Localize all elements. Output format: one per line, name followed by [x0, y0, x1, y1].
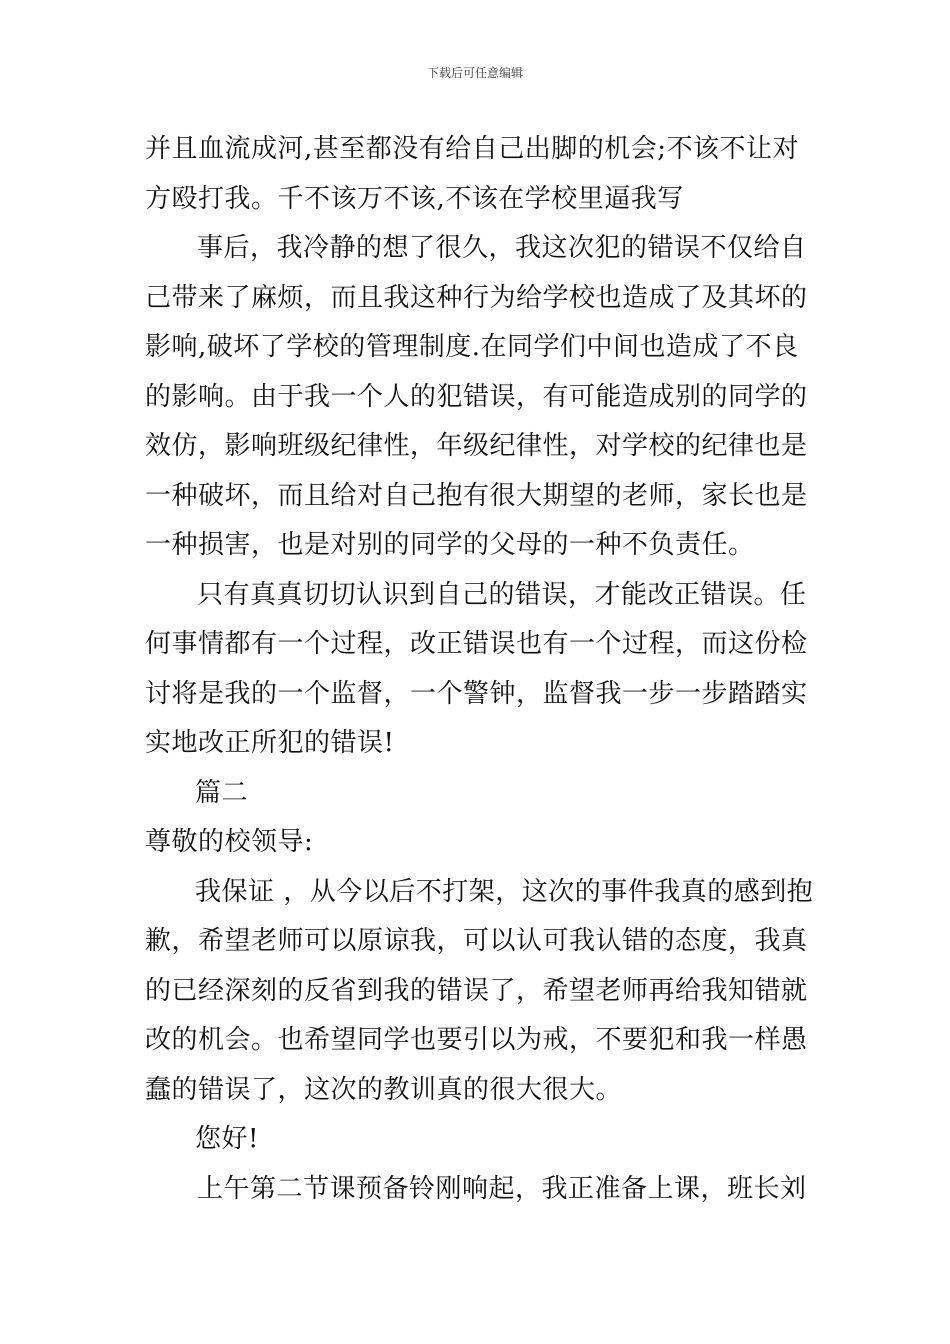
page-header: 下载后可任意编辑	[426, 66, 523, 80]
text-line: 实地改正所犯的错误!	[145, 728, 395, 758]
paragraph-start-line: 我保证 ，从今以后不打架，这次的事件我真的感到抱	[195, 876, 814, 907]
text-line: 方殴打我。千不该万不该,不该在学校里逼我写	[145, 183, 684, 214]
text-line: 何事情都有一个过程，改正错误也有一个过程，而这份检	[145, 629, 808, 659]
salutation: 尊敬的校领导:	[145, 827, 314, 857]
text-line: 一种损害，也是对别的同学的父母的一种不负责任。	[145, 530, 755, 560]
text-line: 影响,破坏了学校的管理制度.在同学们中间也造成了不良	[145, 332, 799, 362]
paragraph-start-line: 只有真真切切认识到自己的错误，才能改正错误。任	[197, 579, 807, 610]
text-line: 的已经深刻的反省到我的错误了，希望老师再给我知错就	[145, 975, 808, 1006]
text-line: 改的机会。也希望同学也要引以为戒，不要犯和我一样愚	[145, 1025, 808, 1055]
text-line: 讨将是我的一个监督，一个警钟，监督我一步一步踏踏实	[145, 678, 808, 709]
document-body	[145, 125, 815, 1214]
text-line: 效仿，影响班级纪律性，年级纪律性，对学校的纪律也是	[145, 431, 808, 461]
greeting: 您好!	[195, 1124, 259, 1154]
section-heading: 篇二	[195, 777, 249, 808]
text-line: 一种破坏，而且给对自己抱有很大期望的老师，家长也是	[145, 480, 808, 511]
paragraph-start-line: 上午第二节课预备铃刚响起，我正准备上课，班长刘	[197, 1173, 807, 1204]
text-line: 歉，希望老师可以原谅我，可以认可我认错的态度，我真	[145, 926, 808, 956]
text-line: 蠢的错误了，这次的教训真的很大很大。	[145, 1074, 623, 1105]
text-line: 并且血流成河,甚至都没有给自己出脚的机会;不该不让对	[145, 134, 800, 164]
paragraph-start-line: 事后，我冷静的想了很久，我这次犯的错误不仅给自	[197, 233, 807, 263]
text-line: 的影响。由于我一个人的犯错误，有可能造成别的同学的	[145, 381, 808, 412]
text-line: 己带来了麻烦，而且我这种行为给学校也造成了及其坏的	[145, 282, 808, 313]
